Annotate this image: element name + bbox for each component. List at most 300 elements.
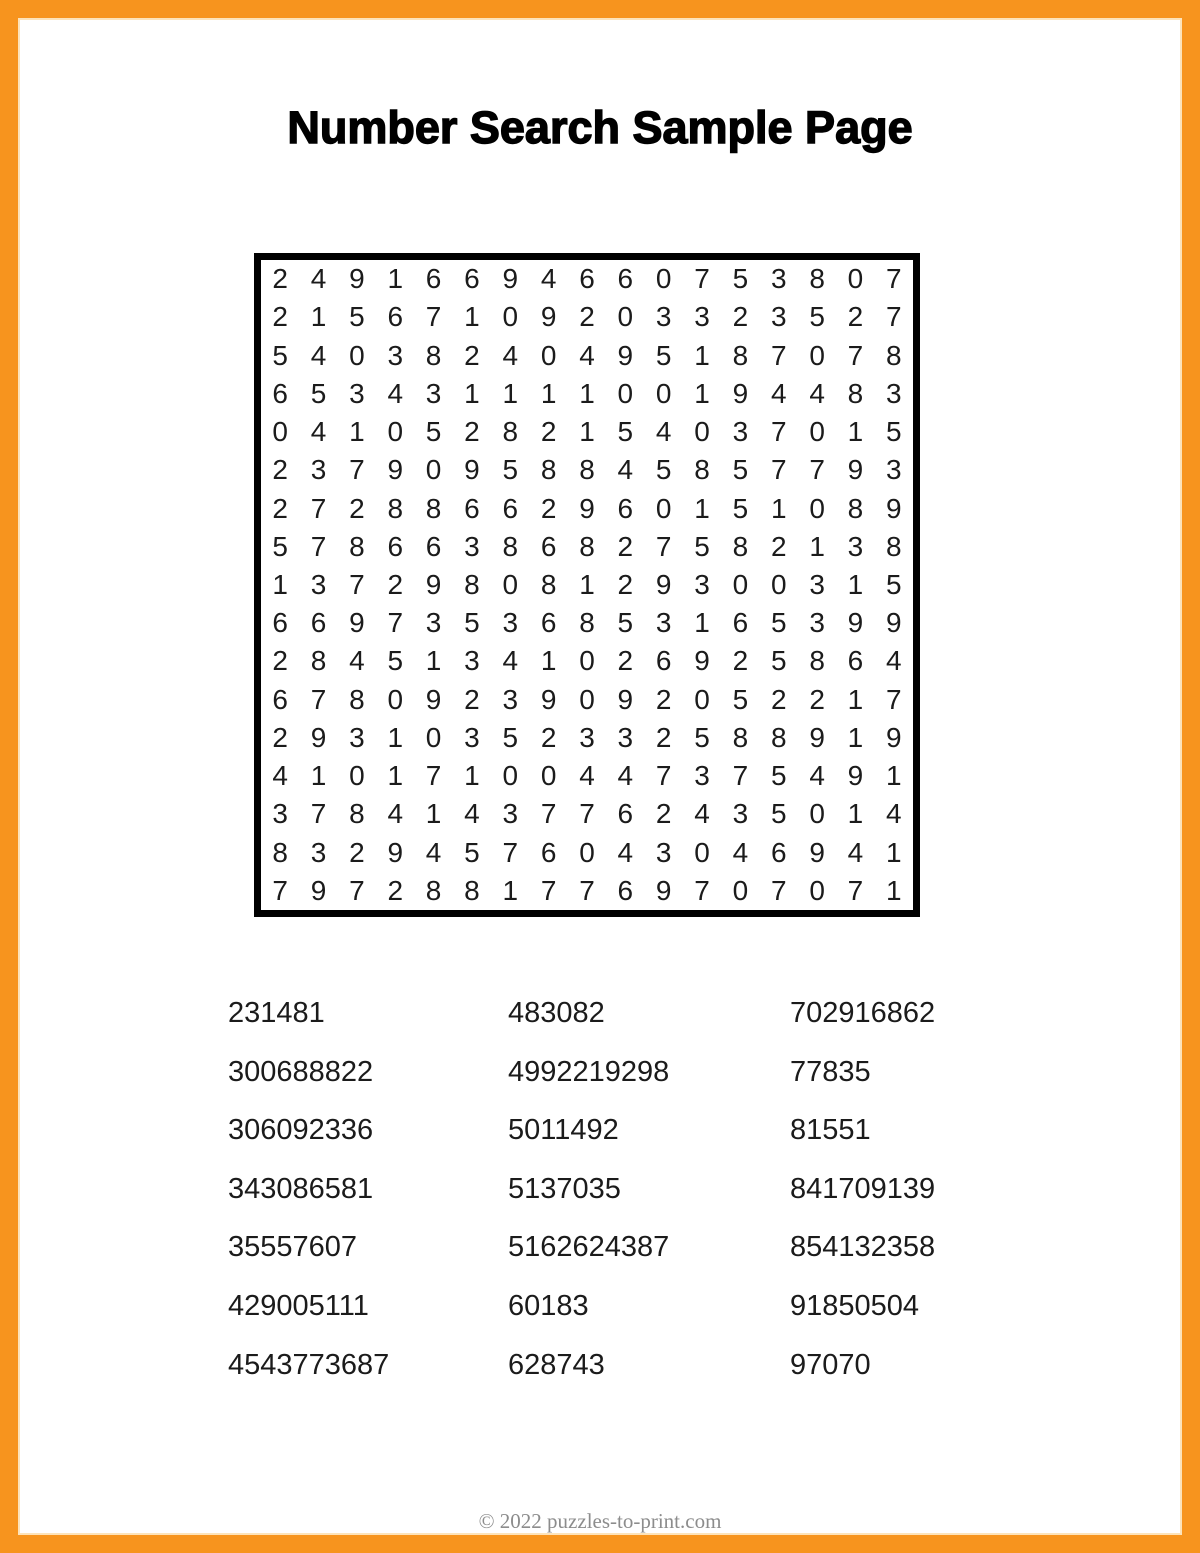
grid-cell: 1 bbox=[770, 492, 787, 524]
grid-cell: 4 bbox=[502, 339, 519, 371]
grid-cell: 0 bbox=[502, 568, 519, 600]
number-list-item: 231481 bbox=[228, 997, 325, 1029]
grid-cell: 6 bbox=[310, 607, 327, 639]
grid-cell: 5 bbox=[655, 339, 672, 371]
grid-cell: 4 bbox=[387, 798, 404, 830]
grid-cell: 9 bbox=[655, 874, 672, 906]
grid-cell: 5 bbox=[886, 568, 902, 600]
grid-cell: 4 bbox=[540, 263, 557, 295]
grid-cell: 5 bbox=[272, 339, 288, 371]
grid-cell: 4 bbox=[310, 263, 327, 295]
grid-cell: 1 bbox=[694, 377, 710, 409]
grid-cell: 8 bbox=[809, 263, 825, 295]
grid-cell: 5 bbox=[387, 645, 404, 677]
grid-cell: 3 bbox=[425, 607, 442, 639]
grid-cell: 2 bbox=[272, 492, 288, 524]
grid-cell: 2 bbox=[387, 568, 404, 600]
grid-cell: 0 bbox=[349, 760, 365, 792]
grid-cell: 2 bbox=[272, 454, 288, 486]
grid-cell: 4 bbox=[809, 760, 825, 792]
grid-cell: 4 bbox=[617, 760, 634, 792]
grid-cell: 6 bbox=[387, 301, 404, 333]
grid-cell: 0 bbox=[617, 301, 634, 333]
grid-cell: 0 bbox=[502, 760, 519, 792]
grid-cell: 8 bbox=[579, 607, 595, 639]
grid-cell: 9 bbox=[809, 721, 825, 753]
grid-cell: 1 bbox=[694, 339, 710, 371]
grid-cell: 7 bbox=[579, 798, 595, 830]
grid-cell: 7 bbox=[387, 607, 404, 639]
grid-cell: 2 bbox=[349, 492, 365, 524]
grid-cell: 0 bbox=[694, 683, 710, 715]
number-list-item: 97070 bbox=[790, 1348, 871, 1381]
grid-cell: 0 bbox=[425, 721, 442, 753]
grid-cell: 3 bbox=[387, 339, 404, 371]
grid-cell: 1 bbox=[847, 721, 864, 753]
grid-cell: 0 bbox=[540, 760, 557, 792]
grid-cell: 3 bbox=[272, 798, 288, 830]
grid-cell: 4 bbox=[617, 836, 634, 868]
grid-cell: 1 bbox=[387, 760, 404, 792]
grid-cell: 1 bbox=[349, 416, 365, 448]
grid-cell: 9 bbox=[617, 683, 634, 715]
grid-cell: 8 bbox=[425, 492, 442, 524]
grid-cell: 8 bbox=[425, 339, 442, 371]
grid-cell: 0 bbox=[809, 874, 825, 906]
grid-cell: 7 bbox=[425, 760, 442, 792]
number-list-column-1 bbox=[228, 999, 389, 1409]
grid-cell: 0 bbox=[272, 416, 288, 448]
grid-cell: 5 bbox=[310, 377, 327, 409]
number-list bbox=[18, 999, 1182, 1419]
grid-cell: 0 bbox=[655, 263, 672, 295]
grid-cell: 3 bbox=[847, 530, 864, 562]
grid-cell: 1 bbox=[886, 760, 902, 792]
grid-cell: 1 bbox=[847, 416, 864, 448]
grid-cell: 1 bbox=[387, 263, 404, 295]
grid-cell: 7 bbox=[886, 301, 902, 333]
grid-cell: 6 bbox=[425, 263, 442, 295]
grid-cell: 1 bbox=[464, 760, 480, 792]
grid-cell: 0 bbox=[847, 263, 864, 295]
grid-cell: 4 bbox=[579, 760, 595, 792]
grid-cell: 3 bbox=[886, 377, 902, 409]
grid-cell: 2 bbox=[464, 683, 480, 715]
grid-cell: 2 bbox=[540, 721, 557, 753]
grid-cell: 2 bbox=[617, 530, 634, 562]
grid-cell: 6 bbox=[272, 607, 288, 639]
grid-cell: 3 bbox=[694, 760, 710, 792]
grid-cell: 2 bbox=[617, 645, 634, 677]
grid-cell: 8 bbox=[464, 874, 480, 906]
grid-cell: 4 bbox=[310, 339, 327, 371]
number-list-item: 4543773687 bbox=[228, 1348, 390, 1381]
grid-cell: 2 bbox=[809, 683, 825, 715]
grid-cell: 7 bbox=[310, 798, 327, 830]
copyright-footer: © 2022 puzzles-to-print.com bbox=[478, 1509, 722, 1533]
grid-cell: 5 bbox=[694, 721, 710, 753]
grid-cell: 2 bbox=[579, 301, 595, 333]
grid-cell: 6 bbox=[425, 530, 442, 562]
grid-cell: 3 bbox=[694, 568, 710, 600]
grid-cell: 2 bbox=[272, 645, 288, 677]
grid-cell: 1 bbox=[579, 568, 595, 600]
grid-cell: 8 bbox=[886, 530, 902, 562]
grid-cell: 9 bbox=[617, 339, 634, 371]
grid-cell: 1 bbox=[579, 416, 595, 448]
grid-cell: 4 bbox=[387, 377, 404, 409]
grid-cell: 0 bbox=[349, 339, 365, 371]
grid-cell: 1 bbox=[387, 721, 404, 753]
number-list-item: 4992219298 bbox=[508, 1055, 670, 1088]
grid-cell: 2 bbox=[464, 416, 480, 448]
grid-cell: 5 bbox=[425, 416, 442, 448]
grid-cell: 8 bbox=[387, 492, 404, 524]
grid-cell: 4 bbox=[310, 416, 327, 448]
grid-cell: 1 bbox=[886, 874, 902, 906]
grid-cell: 6 bbox=[579, 263, 595, 295]
grid-cell: 6 bbox=[464, 263, 480, 295]
grid-cell: 4 bbox=[272, 760, 288, 792]
grid-cell: 2 bbox=[847, 301, 864, 333]
grid-cell: 9 bbox=[310, 721, 327, 753]
grid-cell: 3 bbox=[655, 836, 672, 868]
grid-cell: 7 bbox=[310, 683, 327, 715]
grid-cell: 7 bbox=[770, 874, 787, 906]
grid-cell: 6 bbox=[655, 645, 672, 677]
grid-cell: 6 bbox=[617, 798, 634, 830]
grid-cell: 2 bbox=[464, 339, 480, 371]
grid-cell: 3 bbox=[886, 454, 902, 486]
grid-cell: 3 bbox=[502, 607, 519, 639]
grid-cell: 3 bbox=[694, 301, 710, 333]
grid-cell: 6 bbox=[617, 874, 634, 906]
grid-cell: 0 bbox=[579, 645, 595, 677]
grid-cell: 7 bbox=[272, 874, 288, 906]
grid-cell: 7 bbox=[732, 760, 749, 792]
grid-cell: 5 bbox=[617, 607, 634, 639]
grid-cell: 0 bbox=[809, 416, 825, 448]
grid-cell: 9 bbox=[847, 607, 864, 639]
grid-cell: 7 bbox=[809, 454, 825, 486]
grid-cell: 2 bbox=[540, 492, 557, 524]
grid-cell: 7 bbox=[770, 454, 787, 486]
grid-cell: 8 bbox=[502, 530, 519, 562]
grid-cell: 3 bbox=[617, 721, 634, 753]
grid-cell: 8 bbox=[847, 492, 864, 524]
number-list-item: 306092336 bbox=[228, 1114, 374, 1147]
grid-cell: 3 bbox=[349, 721, 365, 753]
grid-cell: 9 bbox=[847, 760, 864, 792]
grid-cell: 2 bbox=[655, 721, 672, 753]
grid-cell: 8 bbox=[349, 530, 365, 562]
grid-cell: 2 bbox=[272, 263, 288, 295]
number-list-item: 81551 bbox=[790, 1114, 871, 1147]
grid-cell: 7 bbox=[540, 798, 557, 830]
grid-cell: 2 bbox=[732, 301, 749, 333]
grid-cell: 8 bbox=[272, 836, 288, 868]
grid-cell: 3 bbox=[732, 416, 749, 448]
grid-cell: 4 bbox=[579, 339, 595, 371]
grid-cell: 4 bbox=[655, 416, 672, 448]
grid-cell: 9 bbox=[387, 836, 404, 868]
number-list-item: 343086581 bbox=[228, 1172, 374, 1205]
grid-cell: 7 bbox=[310, 530, 327, 562]
grid-cell: 8 bbox=[732, 530, 749, 562]
number-list-item: 5137035 bbox=[508, 1172, 621, 1205]
grid-cell: 3 bbox=[770, 263, 787, 295]
grid-cell: 1 bbox=[502, 377, 519, 409]
grid-cell: 5 bbox=[272, 530, 288, 562]
grid-cell: 3 bbox=[579, 721, 595, 753]
grid-cell: 4 bbox=[617, 454, 634, 486]
grid-cell: 1 bbox=[847, 798, 864, 830]
grid-cell: 5 bbox=[770, 798, 787, 830]
grid-cell: 7 bbox=[694, 263, 710, 295]
grid-cell: 4 bbox=[464, 798, 480, 830]
grid-cell: 5 bbox=[694, 530, 710, 562]
number-list-column-3 bbox=[790, 999, 935, 1409]
grid-cell: 5 bbox=[502, 721, 519, 753]
grid-cell: 0 bbox=[425, 454, 442, 486]
grid-cell: 3 bbox=[502, 798, 519, 830]
grid-cell: 5 bbox=[732, 454, 749, 486]
grid-cell: 6 bbox=[617, 263, 634, 295]
grid-cell: 1 bbox=[464, 377, 480, 409]
grid-cell: 7 bbox=[847, 874, 864, 906]
grid-cell: 7 bbox=[349, 874, 365, 906]
grid-cell: 9 bbox=[886, 721, 902, 753]
grid-cell: 0 bbox=[387, 683, 404, 715]
grid-cell: 5 bbox=[655, 454, 672, 486]
grid-cell: 8 bbox=[886, 339, 902, 371]
grid-cell: 7 bbox=[770, 339, 787, 371]
grid-cell: 8 bbox=[502, 416, 519, 448]
grid-cell: 0 bbox=[617, 377, 634, 409]
grid-cell: 3 bbox=[732, 798, 749, 830]
number-list-item: 35557607 bbox=[228, 1231, 358, 1264]
grid-cell: 2 bbox=[617, 568, 634, 600]
grid-cell: 9 bbox=[349, 607, 365, 639]
grid-cell: 5 bbox=[349, 301, 365, 333]
grid-cell: 9 bbox=[655, 568, 672, 600]
grid-cell: 4 bbox=[732, 836, 749, 868]
grid-cell: 7 bbox=[886, 263, 902, 295]
grid-cell: 7 bbox=[655, 530, 672, 562]
grid-cell: 9 bbox=[886, 492, 902, 524]
grid-cell: 3 bbox=[770, 301, 787, 333]
grid-cell: 6 bbox=[770, 836, 787, 868]
grid-cell: 8 bbox=[694, 454, 710, 486]
grid-cell: 9 bbox=[579, 492, 595, 524]
grid-cell: 7 bbox=[579, 874, 595, 906]
grid-cell: 6 bbox=[502, 492, 519, 524]
grid-cell: 1 bbox=[847, 568, 864, 600]
grid-cell: 0 bbox=[655, 492, 672, 524]
grid-cell: 4 bbox=[886, 645, 902, 677]
grid-cell: 0 bbox=[655, 377, 672, 409]
grid-cell: 7 bbox=[310, 492, 327, 524]
grid-cell: 3 bbox=[655, 607, 672, 639]
grid-cell: 6 bbox=[540, 530, 557, 562]
grid-cell: 5 bbox=[809, 301, 825, 333]
grid-cell: 8 bbox=[847, 377, 864, 409]
grid-cell: 7 bbox=[694, 874, 710, 906]
grid-cell: 7 bbox=[425, 301, 442, 333]
grid-cell: 5 bbox=[502, 454, 519, 486]
grid-cell: 1 bbox=[425, 798, 442, 830]
grid-cell: 7 bbox=[349, 454, 365, 486]
grid-cell: 6 bbox=[272, 683, 288, 715]
number-list-item: 854132358 bbox=[790, 1231, 936, 1264]
grid-cell: 6 bbox=[272, 377, 288, 409]
grid-cell: 5 bbox=[732, 683, 749, 715]
grid-cell: 1 bbox=[579, 377, 595, 409]
grid-cell: 4 bbox=[694, 798, 710, 830]
grid-cell: 9 bbox=[809, 836, 825, 868]
grid-cell: 0 bbox=[809, 492, 825, 524]
grid-cell: 0 bbox=[694, 836, 710, 868]
grid-cell: 8 bbox=[540, 454, 557, 486]
grid-cell: 8 bbox=[349, 798, 365, 830]
grid-cell: 1 bbox=[272, 568, 288, 600]
grid-cell: 6 bbox=[464, 492, 480, 524]
number-list-item: 5011492 bbox=[508, 1114, 619, 1147]
grid-cell: 2 bbox=[770, 530, 787, 562]
grid-cell: 7 bbox=[847, 339, 864, 371]
number-list-item: 91850504 bbox=[790, 1289, 920, 1322]
grid-cell: 4 bbox=[425, 836, 442, 868]
grid-cell: 5 bbox=[464, 607, 480, 639]
grid-cell: 9 bbox=[732, 377, 749, 409]
grid-cell: 9 bbox=[425, 568, 442, 600]
page-title: Number Search Sample Page bbox=[287, 102, 913, 153]
number-search-grid bbox=[254, 253, 920, 917]
number-list-item: 702916862 bbox=[790, 997, 936, 1029]
number-list-item: 483082 bbox=[508, 997, 605, 1029]
grid-cell: 9 bbox=[502, 263, 519, 295]
grid-cell: 5 bbox=[770, 645, 787, 677]
grid-cell: 2 bbox=[732, 645, 749, 677]
grid-cell: 3 bbox=[425, 377, 442, 409]
grid-cell: 1 bbox=[540, 645, 557, 677]
grid-cell: 2 bbox=[540, 416, 557, 448]
grid-cell: 1 bbox=[310, 301, 327, 333]
grid-cell: 3 bbox=[809, 568, 825, 600]
grid-cell: 2 bbox=[655, 798, 672, 830]
grid-cell: 9 bbox=[886, 607, 902, 639]
grid-cell: 8 bbox=[349, 683, 365, 715]
grid-cell: 7 bbox=[655, 760, 672, 792]
grid-cell: 2 bbox=[272, 301, 288, 333]
grid-cell: 5 bbox=[464, 836, 480, 868]
grid-cell: 1 bbox=[310, 760, 327, 792]
grid-cell: 2 bbox=[770, 683, 787, 715]
grid-cell: 1 bbox=[502, 874, 519, 906]
grid-cell: 8 bbox=[425, 874, 442, 906]
grid-cell: 4 bbox=[886, 798, 902, 830]
grid-cell: 2 bbox=[349, 836, 365, 868]
grid-cell: 0 bbox=[387, 416, 404, 448]
grid-cell: 9 bbox=[694, 645, 710, 677]
grid-cell: 3 bbox=[464, 530, 480, 562]
number-list-item: 60183 bbox=[508, 1289, 589, 1322]
grid-cell: 0 bbox=[809, 798, 825, 830]
grid-cell: 1 bbox=[540, 377, 557, 409]
grid-cell: 8 bbox=[540, 568, 557, 600]
grid-cell: 3 bbox=[809, 607, 825, 639]
grid-cell: 8 bbox=[732, 339, 749, 371]
number-list-column-2 bbox=[508, 999, 669, 1409]
grid-cell: 5 bbox=[770, 607, 787, 639]
grid-cell: 9 bbox=[540, 301, 557, 333]
grid-cell: 1 bbox=[425, 645, 442, 677]
grid-cell: 1 bbox=[694, 607, 710, 639]
grid-cell: 9 bbox=[349, 263, 365, 295]
grid-cell: 5 bbox=[732, 492, 749, 524]
grid-cell: 1 bbox=[464, 301, 480, 333]
grid-cell: 0 bbox=[770, 568, 787, 600]
grid-cell: 7 bbox=[540, 874, 557, 906]
grid-cell: 3 bbox=[310, 454, 327, 486]
grid-cell: 9 bbox=[540, 683, 557, 715]
grid-cell: 0 bbox=[540, 339, 557, 371]
grid-cell: 6 bbox=[540, 607, 557, 639]
grid-cell: 5 bbox=[732, 263, 749, 295]
number-list-item: 5162624387 bbox=[508, 1231, 670, 1264]
grid-cell: 1 bbox=[886, 836, 902, 868]
grid-cell: 0 bbox=[502, 301, 519, 333]
number-list-item: 841709139 bbox=[790, 1172, 936, 1205]
grid-cell: 3 bbox=[502, 683, 519, 715]
grid-cell: 3 bbox=[349, 377, 365, 409]
grid-cell: 2 bbox=[655, 683, 672, 715]
grid-cell: 3 bbox=[310, 836, 327, 868]
grid-cell: 0 bbox=[809, 339, 825, 371]
grid-cell: 4 bbox=[349, 645, 365, 677]
grid-cell: 6 bbox=[732, 607, 749, 639]
grid-cell: 7 bbox=[770, 416, 787, 448]
grid-cell: 4 bbox=[502, 645, 519, 677]
grid-cell: 0 bbox=[694, 416, 710, 448]
grid-cell: 8 bbox=[732, 721, 749, 753]
grid-cell: 6 bbox=[540, 836, 557, 868]
grid-cell: 1 bbox=[809, 530, 825, 562]
grid-cell: 9 bbox=[387, 454, 404, 486]
grid-cell: 9 bbox=[847, 454, 864, 486]
grid-cell: 0 bbox=[732, 874, 749, 906]
grid-cell: 0 bbox=[579, 836, 595, 868]
grid-cell: 5 bbox=[770, 760, 787, 792]
grid-cell: 3 bbox=[310, 568, 327, 600]
number-list-item: 300688822 bbox=[228, 1055, 374, 1088]
grid-cell: 3 bbox=[464, 721, 480, 753]
grid-cell: 1 bbox=[694, 492, 710, 524]
grid-cell: 8 bbox=[310, 645, 327, 677]
grid-cell: 8 bbox=[770, 721, 787, 753]
grid-cell: 8 bbox=[579, 530, 595, 562]
grid-cell: 6 bbox=[847, 645, 864, 677]
grid-cell: 1 bbox=[847, 683, 864, 715]
grid-cell: 4 bbox=[809, 377, 825, 409]
grid-cell: 5 bbox=[886, 416, 902, 448]
grid-cell: 7 bbox=[886, 683, 902, 715]
grid-cell: 2 bbox=[387, 874, 404, 906]
grid-cell: 7 bbox=[349, 568, 365, 600]
grid-cell: 6 bbox=[387, 530, 404, 562]
grid-cell: 9 bbox=[310, 874, 327, 906]
grid-cell: 0 bbox=[579, 683, 595, 715]
